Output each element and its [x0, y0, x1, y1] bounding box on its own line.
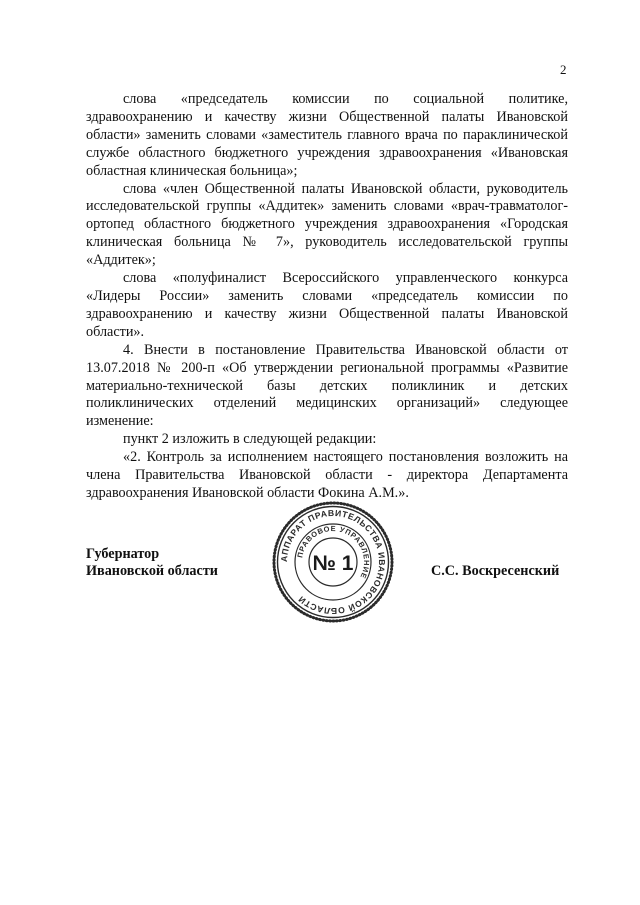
signer-title-line1: Губернатор	[86, 546, 160, 562]
signer-title	[86, 546, 218, 580]
seal-outer-text: АППАРАТ ПРАВИТЕЛЬСТВА ИВАНОВСКОЙ ОБЛАСТИ	[278, 507, 388, 617]
official-seal	[271, 500, 395, 624]
paragraph-5: пункт 2 изложить в следующей редакции:	[123, 431, 377, 448]
paragraph-4: 4. Внести в постановление Правительства Ивановской области от 13.07.2018 № 200-п «Об утверждении региональной программы «Развитие материально-технической базы детских поликлиник и детских поликлинических отделений медицинских организаций» следующее изменение:	[86, 341, 568, 430]
paragraph-3: слова «полуфиналист Всероссийского управленческого конкурса «Лидеры России» заменить словами «председатель комиссии по здравоохранению и качеству жизни Общественной палаты Ивановской области».	[86, 270, 568, 340]
signer-name: С.С. Воскресенский	[431, 563, 560, 579]
seal-inner-text: ПРАВОВОЕ УПРАВЛЕНИЕ	[295, 523, 372, 581]
page-number: 2	[560, 62, 567, 77]
seal-graphic	[271, 500, 395, 624]
document-body	[86, 91, 568, 503]
paragraph-2: слова «член Общественной палаты Ивановской области, руководитель исследовательской группы «Аддитек» заменить словами «врач-травматолог-ортопед областного бюджетного учреждения здравоохранения «Городская клиническая больница № 7», руководитель исследовательской группы «Аддитек»;	[86, 180, 568, 269]
paragraph-1: слова «председатель комиссии по социальной политике, здравоохранению и качеству жизни Общественной палаты Ивановской области» заменить словами «заместитель главного врача по параклинической службе областного бюджетного учреждения здравоохранения «Ивановская областная клиническая больница»;	[86, 91, 568, 179]
signer-title-line2: Ивановской области	[86, 563, 218, 579]
paragraph-6: «2. Контроль за исполнением настоящего постановления возложить на члена Правительства Ивановской области - директора Департамента здравоохранения Ивановской области Фокина А.М.».	[86, 449, 568, 501]
seal-number: № 1	[312, 552, 354, 575]
